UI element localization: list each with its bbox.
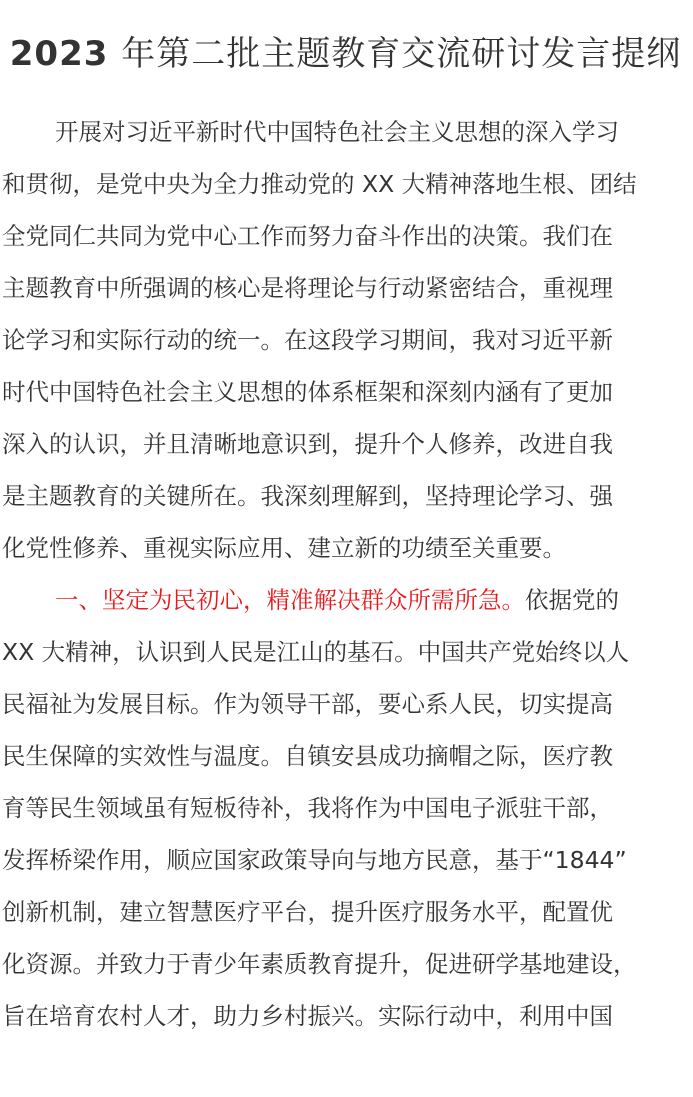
section-1-line: 民生保障的实效性与温度。自镇安县成功摘帽之际，医疗教: [2, 742, 613, 770]
section-1-line: XX 大精神，认识到人民是江山的基石。中国共产党始终以人: [2, 638, 630, 666]
document-title: [2, 0, 689, 78]
paragraph-1-line: 化党性修养、重视实际应用、建立新的功绩至关重要。: [2, 534, 566, 562]
section-1-heading: 一、坚定为民初心，精准解决群众所需所急。: [55, 586, 525, 614]
section-1-line: 育等民生领域虽有短板待补，我将作为中国电子派驻干部，: [2, 794, 613, 822]
section-1-first-line: [2, 574, 689, 626]
section-1-first-line-tail: 依据党的: [525, 586, 619, 614]
paragraph-1-line: 开展对习近平新时代中国特色社会主义思想的深入学习: [55, 118, 619, 146]
paragraph-1-line: 主题教育中所强调的核心是将理论与行动紧密结合，重视理: [2, 274, 613, 302]
paragraph-1-line: 全党同仁共同为党中心工作而努力奋斗作出的决策。我们在: [2, 222, 613, 250]
section-1-line: 发挥桥梁作用，顺应国家政策导向与地方民意，基于“1844”: [2, 846, 627, 874]
section-1-line: 创新机制，建立智慧医疗平台，提升医疗服务水平，配置优: [2, 898, 613, 926]
section-1-line: 化资源。并致力于青少年素质教育提升，促进研学基地建设，: [2, 950, 637, 978]
title-text: 年第二批主题教育交流研讨发言提纲: [121, 34, 682, 74]
paragraph-1-line: 是主题教育的关键所在。我深刻理解到，坚持理论学习、强: [2, 482, 613, 510]
paragraph-1-line: 深入的认识，并且清晰地意识到，提升个人修养，改进自我: [2, 430, 613, 458]
paragraph-1-line: 论学习和实际行动的统一。在这段学习期间，我对习近平新: [2, 326, 613, 354]
section-1-line: 民福祉为发展目标。作为领导干部，要心系人民，切实提高: [2, 690, 613, 718]
title-year: 2023: [9, 34, 109, 74]
paragraph-1-line: 和贯彻，是党中央为全力推动党的 XX 大精神落地生根、团结: [2, 170, 637, 198]
section-1-line: 旨在培育农村人才，助力乡村振兴。实际行动中，利用中国: [2, 1002, 613, 1030]
paragraph-1-line: 时代中国特色社会主义思想的体系框架和深刻内涵有了更加: [2, 378, 613, 406]
document-body: [2, 106, 689, 1042]
